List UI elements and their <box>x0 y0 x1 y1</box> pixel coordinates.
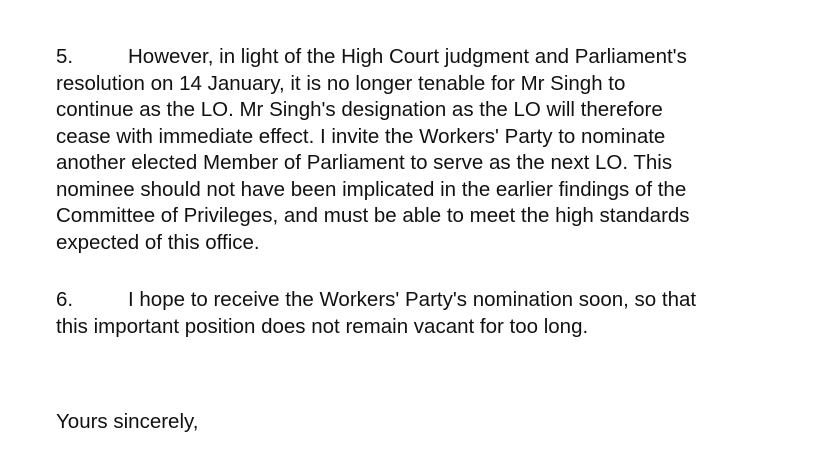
paragraph-line: another elected Member of Parliament to serve as the next LO. This <box>56 151 673 174</box>
paragraph-number: 5. <box>56 45 74 68</box>
paragraph-5 <box>56 44 796 256</box>
paragraph-line: cease with immediate effect. I invite the Workers' Party to nominate <box>56 124 666 148</box>
paragraph-line: nominee should not have been implicated in the earlier findings of the <box>56 177 687 201</box>
paragraph-number: 6. <box>56 288 74 311</box>
paragraph-line: this important position does not remain vacant for too long. <box>56 314 589 338</box>
paragraph-line-text: I hope to receive the Workers' Party's nomination soon, so that <box>128 288 697 311</box>
paragraph-line <box>56 287 796 314</box>
letter-closing: Yours sincerely, <box>56 410 199 433</box>
paragraph-line: Committee of Privileges, and must be able to meet the high standards <box>56 204 690 227</box>
paragraph-line: expected of this office. <box>56 230 260 254</box>
paragraph-line: continue as the LO. Mr Singh's designation as the LO will therefore <box>56 98 663 121</box>
paragraph-line: resolution on 14 January, it is no longer tenable for Mr Singh to <box>56 71 626 95</box>
paragraph-line <box>56 44 796 71</box>
paragraph-line-text: However, in light of the High Court judgment and Parliament's <box>128 45 687 68</box>
paragraph-6 <box>56 287 796 340</box>
